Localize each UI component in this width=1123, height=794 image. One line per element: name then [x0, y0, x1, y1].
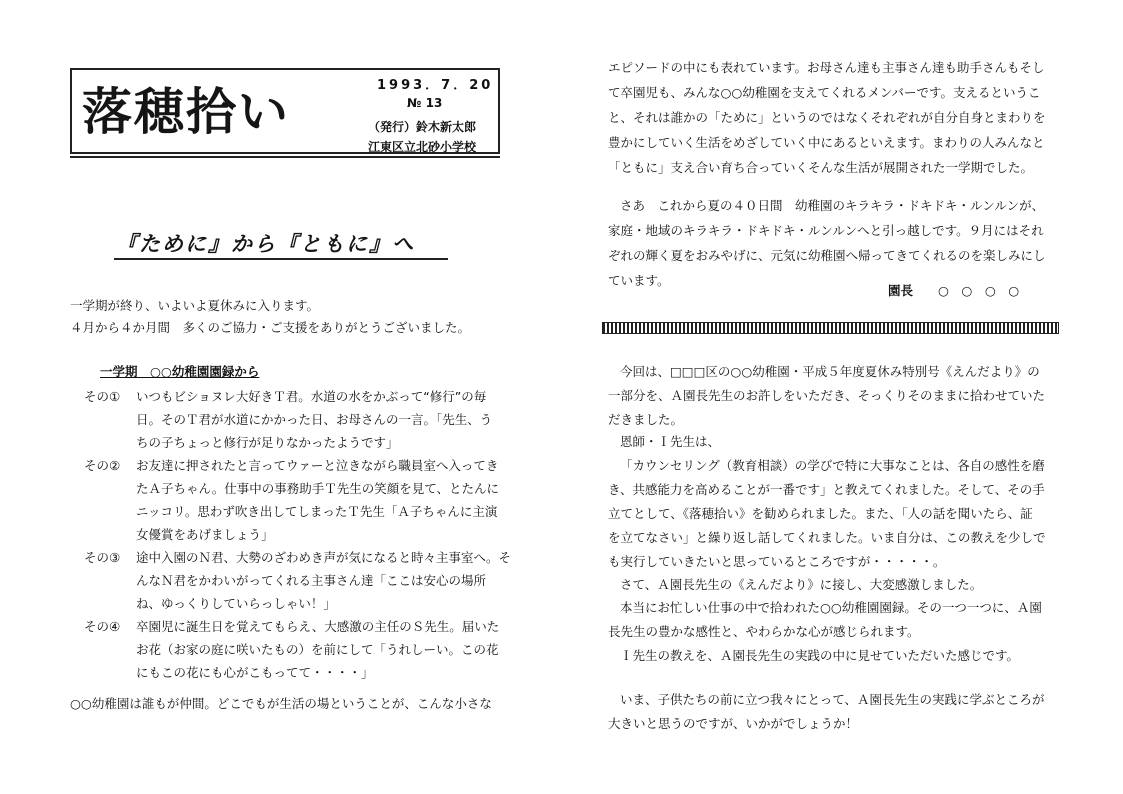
commentary-line: 「カウンセリング（教育相談）の学びで特に大事なことは、各自の感性を磨 — [620, 458, 1045, 473]
issue-date: 1993．7．20 — [377, 78, 494, 93]
commentary-line: き、共感能力を高めることが一番です」と教えてくれました。そして、その手 — [608, 482, 1045, 497]
commentary-line: 長先生の豊かな感性と、やわらかな心が感じられます。 — [608, 624, 920, 639]
body-line: て卒園児も、みんな○○幼稚園を支えてくれるメンバーです。支えるというこ — [608, 85, 1041, 100]
episode-line: ニッコリ。思わず吹き出してしまったＴ先生「Ａ子ちゃんに主演 — [136, 504, 498, 519]
episode-label: その① — [84, 389, 121, 404]
summer-line: さあ これから夏の４０日間 幼稚園のキラキラ・ドキドキ・ルンルンが、 — [620, 198, 1045, 213]
school-name: 江東区立北砂小学校 — [368, 140, 477, 154]
issue-number: № 13 — [407, 96, 443, 110]
commentary-line: も実行していきたいと思っているところですが・・・・・。 — [608, 554, 946, 569]
episode-line: ね、ゆっくりしていらっしゃい！」 — [136, 596, 336, 611]
episode-line: 日。そのＴ君が水道にかかった日、お母さんの一言。「先生、う — [136, 412, 493, 427]
intro-line: 一学期が終り、いよいよ夏休みに入ります。 — [70, 298, 320, 313]
commentary-line: だきました。 — [608, 412, 684, 427]
commentary-line: を立てなさい」と繰り返し話してくれました。いま自分は、この教えを少しで — [608, 530, 1046, 545]
body-line: 「ともに」支え合い育ち合っていくそんな生活が展開された一学期でした。 — [608, 160, 1034, 175]
commentary-line: いま、子供たちの前に立つ我々にとって、Ａ園長先生の実践に学ぶところが — [620, 692, 1045, 707]
episode-line: いつもビショヌレ大好きＴ君。水道の水をかぶって“修行”の毎 — [136, 389, 487, 404]
commentary-line: Ｉ先生の教えを、Ａ園長先生の実践の中に見せていただいた感じです。 — [620, 648, 1020, 663]
signature: 園長 ○ ○ ○ ○ — [888, 283, 1020, 298]
episode-label: その③ — [84, 550, 121, 565]
episode-label: その④ — [84, 619, 121, 634]
headline: 『ために』から『ともに』へ — [116, 232, 415, 256]
closing-line: ○○幼稚園は誰もが仲間。どこでもが生活の場ということが、こんな小さな — [70, 696, 492, 711]
body-line: 豊かにしていく生活をめざしていく中にあるといえます。まわりの人みんなと — [608, 135, 1045, 150]
commentary-line: 一部分を、Ａ園長先生のお許しをいただき、そっくりそのままに拾わせていた — [608, 388, 1046, 403]
intro-line: ４月から４か月間 多くのご協力・ご支援をありがとうございました。 — [70, 320, 471, 335]
episode-line: ちの子ちょっと修行が足りなかったようです」 — [136, 435, 399, 450]
headline-underline — [114, 258, 448, 260]
episode-line: 途中入園のＮ君、大勢のざわめき声が気になると時々主事室へ。そ — [136, 550, 512, 565]
commentary-line: 恩師・Ｉ先生は、 — [620, 434, 721, 449]
body-line: エピソードの中にも表れています。お母さん達も主事さん達も助手さんもそし — [608, 60, 1045, 75]
decorative-separator — [602, 322, 1059, 334]
commentary-line: 大きいと思うのですが、いかがでしょうか！ — [608, 716, 859, 731]
masthead-rule — [70, 156, 500, 158]
commentary-line: 本当にお忙しい仕事の中で拾われた○○幼稚園園録。その一つ一つに、Ａ園 — [620, 600, 1042, 615]
commentary-line: 今回は、□□□区の○○幼稚園・平成５年度夏休み特別号《えんだより》の — [620, 364, 1040, 379]
body-line: と、それは誰かの「ために」というのではなくそれぞれが自分自身とまわりを — [608, 110, 1046, 125]
summer-line: ぞれの輝く夏をおみやげに、元気に幼稚園へ帰ってきてくれるのを楽しみにし — [608, 248, 1046, 263]
newsletter-title: 落穂拾い — [82, 82, 290, 141]
summer-line: ています。 — [608, 273, 670, 288]
episode-line: 女優賞をあげましょう」 — [136, 527, 274, 542]
summer-line: 家庭・地域のキラキラ・ドキドキ・ルンルンへと引っ越しです。９月にはそれ — [608, 223, 1044, 238]
episode-line: お花（お家の庭に咲いたもの）を前にして「うれしーい。この花 — [136, 642, 499, 657]
episode-line: 卒園児に誕生日を覚えてもらえ、大感激の主任のＳ先生。届いた — [136, 619, 500, 634]
episode-line: にもこの花にも心がこもってて・・・・」 — [136, 665, 374, 680]
episode-line: お友達に押されたと言ってウァーと泣きながら職員室へ入ってき — [136, 458, 499, 473]
episode-label: その② — [84, 458, 121, 473]
episode-line: んなＮ君をかわいがってくれる主事さん達「ここは安心の場所 — [136, 573, 487, 588]
publisher: （発行）鈴木新太郎 — [368, 120, 477, 134]
episode-line: たＡ子ちゃん。仕事中の事務助手Ｔ先生の笑顔を見て、とたんに — [136, 481, 500, 496]
commentary-line: 立てとして、《落穂拾い》を勧められました。また、「人の話を聞いたら、証 — [608, 506, 1033, 521]
section-title: 一学期 ○○幼稚園園録から — [100, 364, 260, 379]
commentary-line: さて、Ａ園長先生の《えんだより》に接し、大変感激しました。 — [620, 577, 983, 592]
